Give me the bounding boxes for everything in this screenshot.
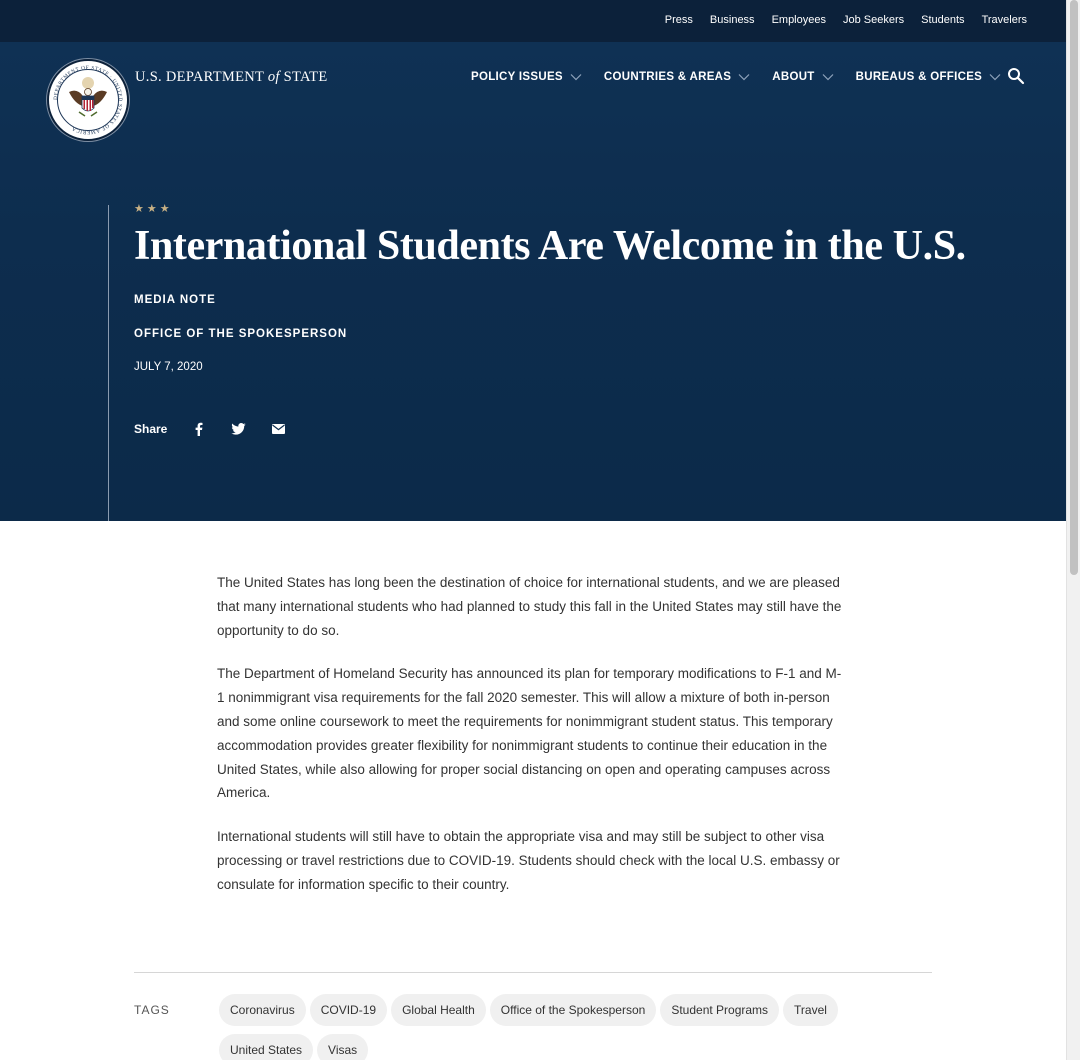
scrollbar-thumb[interactable]	[1070, 0, 1078, 575]
utility-link-business[interactable]: Business	[709, 14, 755, 26]
utility-nav	[648, 14, 1027, 26]
article-office: OFFICE OF THE SPOKESPERSON	[134, 328, 348, 340]
tag-visas[interactable]: Visas	[317, 1034, 368, 1060]
nav-countries-areas[interactable]	[604, 71, 750, 83]
utility-link-travelers[interactable]: Travelers	[981, 14, 1027, 26]
tag-list	[219, 994, 909, 1060]
tag-student-programs[interactable]: Student Programs	[660, 994, 779, 1026]
nav-label: ABOUT	[772, 71, 815, 83]
page-scrollbar[interactable]	[1066, 0, 1080, 1060]
utility-bar	[0, 0, 1066, 42]
utility-link-job-seekers[interactable]: Job Seekers	[842, 14, 905, 26]
utility-link-students[interactable]: Students	[921, 14, 965, 26]
eagle-icon	[67, 76, 109, 122]
section-divider	[134, 972, 932, 973]
tag-office-of-the-spokesperson[interactable]: Office of the Spokesperson	[490, 994, 657, 1026]
nav-label: BUREAUS & OFFICES	[855, 71, 983, 83]
share-bar	[134, 421, 309, 437]
wordmark-prefix: U.S. DEPARTMENT	[135, 69, 268, 85]
share-label: Share	[134, 422, 168, 436]
chevron-down-icon	[822, 73, 834, 81]
tag-travel[interactable]: Travel	[783, 994, 838, 1026]
department-wordmark[interactable]	[135, 69, 328, 86]
chevron-down-icon	[570, 73, 582, 81]
wordmark-suffix: STATE	[279, 69, 328, 85]
nav-label: POLICY ISSUES	[471, 71, 563, 83]
page-title: International Students Are Welcome in the U.S.	[134, 223, 966, 269]
hero-vertical-rule	[108, 205, 109, 521]
department-seal-logo[interactable]	[47, 59, 129, 141]
twitter-icon[interactable]	[229, 421, 247, 437]
tag-coronavirus[interactable]: Coronavirus	[219, 994, 306, 1026]
body-paragraph: The Department of Homeland Security has announced its plan for temporary modifications to F-1 and M-1 nonimmigrant visa requirements for the fall 2020 semester. This will allow a mixture of both in-person and some online coursework to meet the requirements for nonimmigrant student status. This temporary accommodation provides greater flexibility for nonimmigrant students to continue their education in the United States, while also allowing for proper social distancing on open and operating campuses across America.	[217, 666, 842, 801]
main-nav	[471, 71, 1023, 83]
search-icon[interactable]	[1007, 67, 1025, 85]
nav-label: COUNTRIES & AREAS	[603, 71, 732, 83]
hero-banner	[0, 42, 1066, 521]
nav-policy-issues[interactable]	[471, 71, 582, 83]
body-paragraph: The United States has long been the destination of choice for international students, and we are pleased that many international students who had planned to study this fall in the United States may still have the opportunity to do so.	[217, 575, 842, 638]
article-type: MEDIA NOTE	[134, 294, 216, 306]
utility-link-employees[interactable]: Employees	[771, 14, 826, 26]
article-date: JULY 7, 2020	[134, 361, 203, 373]
article-body	[217, 571, 847, 917]
nav-about[interactable]	[772, 71, 833, 83]
chevron-down-icon	[738, 73, 750, 81]
seal-text: DEPARTMENT OF STATE · UNITED STATES OF AMERICA	[52, 64, 124, 136]
tag-global-health[interactable]: Global Health	[391, 994, 486, 1026]
tag-covid-19[interactable]: COVID-19	[310, 994, 387, 1026]
tag-united-states[interactable]: United States	[219, 1034, 313, 1060]
nav-bureaus-offices[interactable]	[856, 71, 1002, 83]
tags-label: TAGS	[134, 1003, 170, 1017]
body-paragraph: International students will still have to obtain the appropriate visa and may still be subject to other visa processing or travel restrictions due to COVID-19. Students should check with the local U.S. embassy or consulate for information specific to their country.	[217, 829, 840, 892]
stars-ornament: ★★★	[134, 203, 173, 215]
wordmark-of: of	[267, 69, 280, 85]
email-icon[interactable]	[269, 421, 287, 437]
utility-link-press[interactable]: Press	[664, 14, 693, 26]
chevron-down-icon	[989, 73, 1001, 81]
facebook-icon[interactable]	[189, 421, 207, 437]
